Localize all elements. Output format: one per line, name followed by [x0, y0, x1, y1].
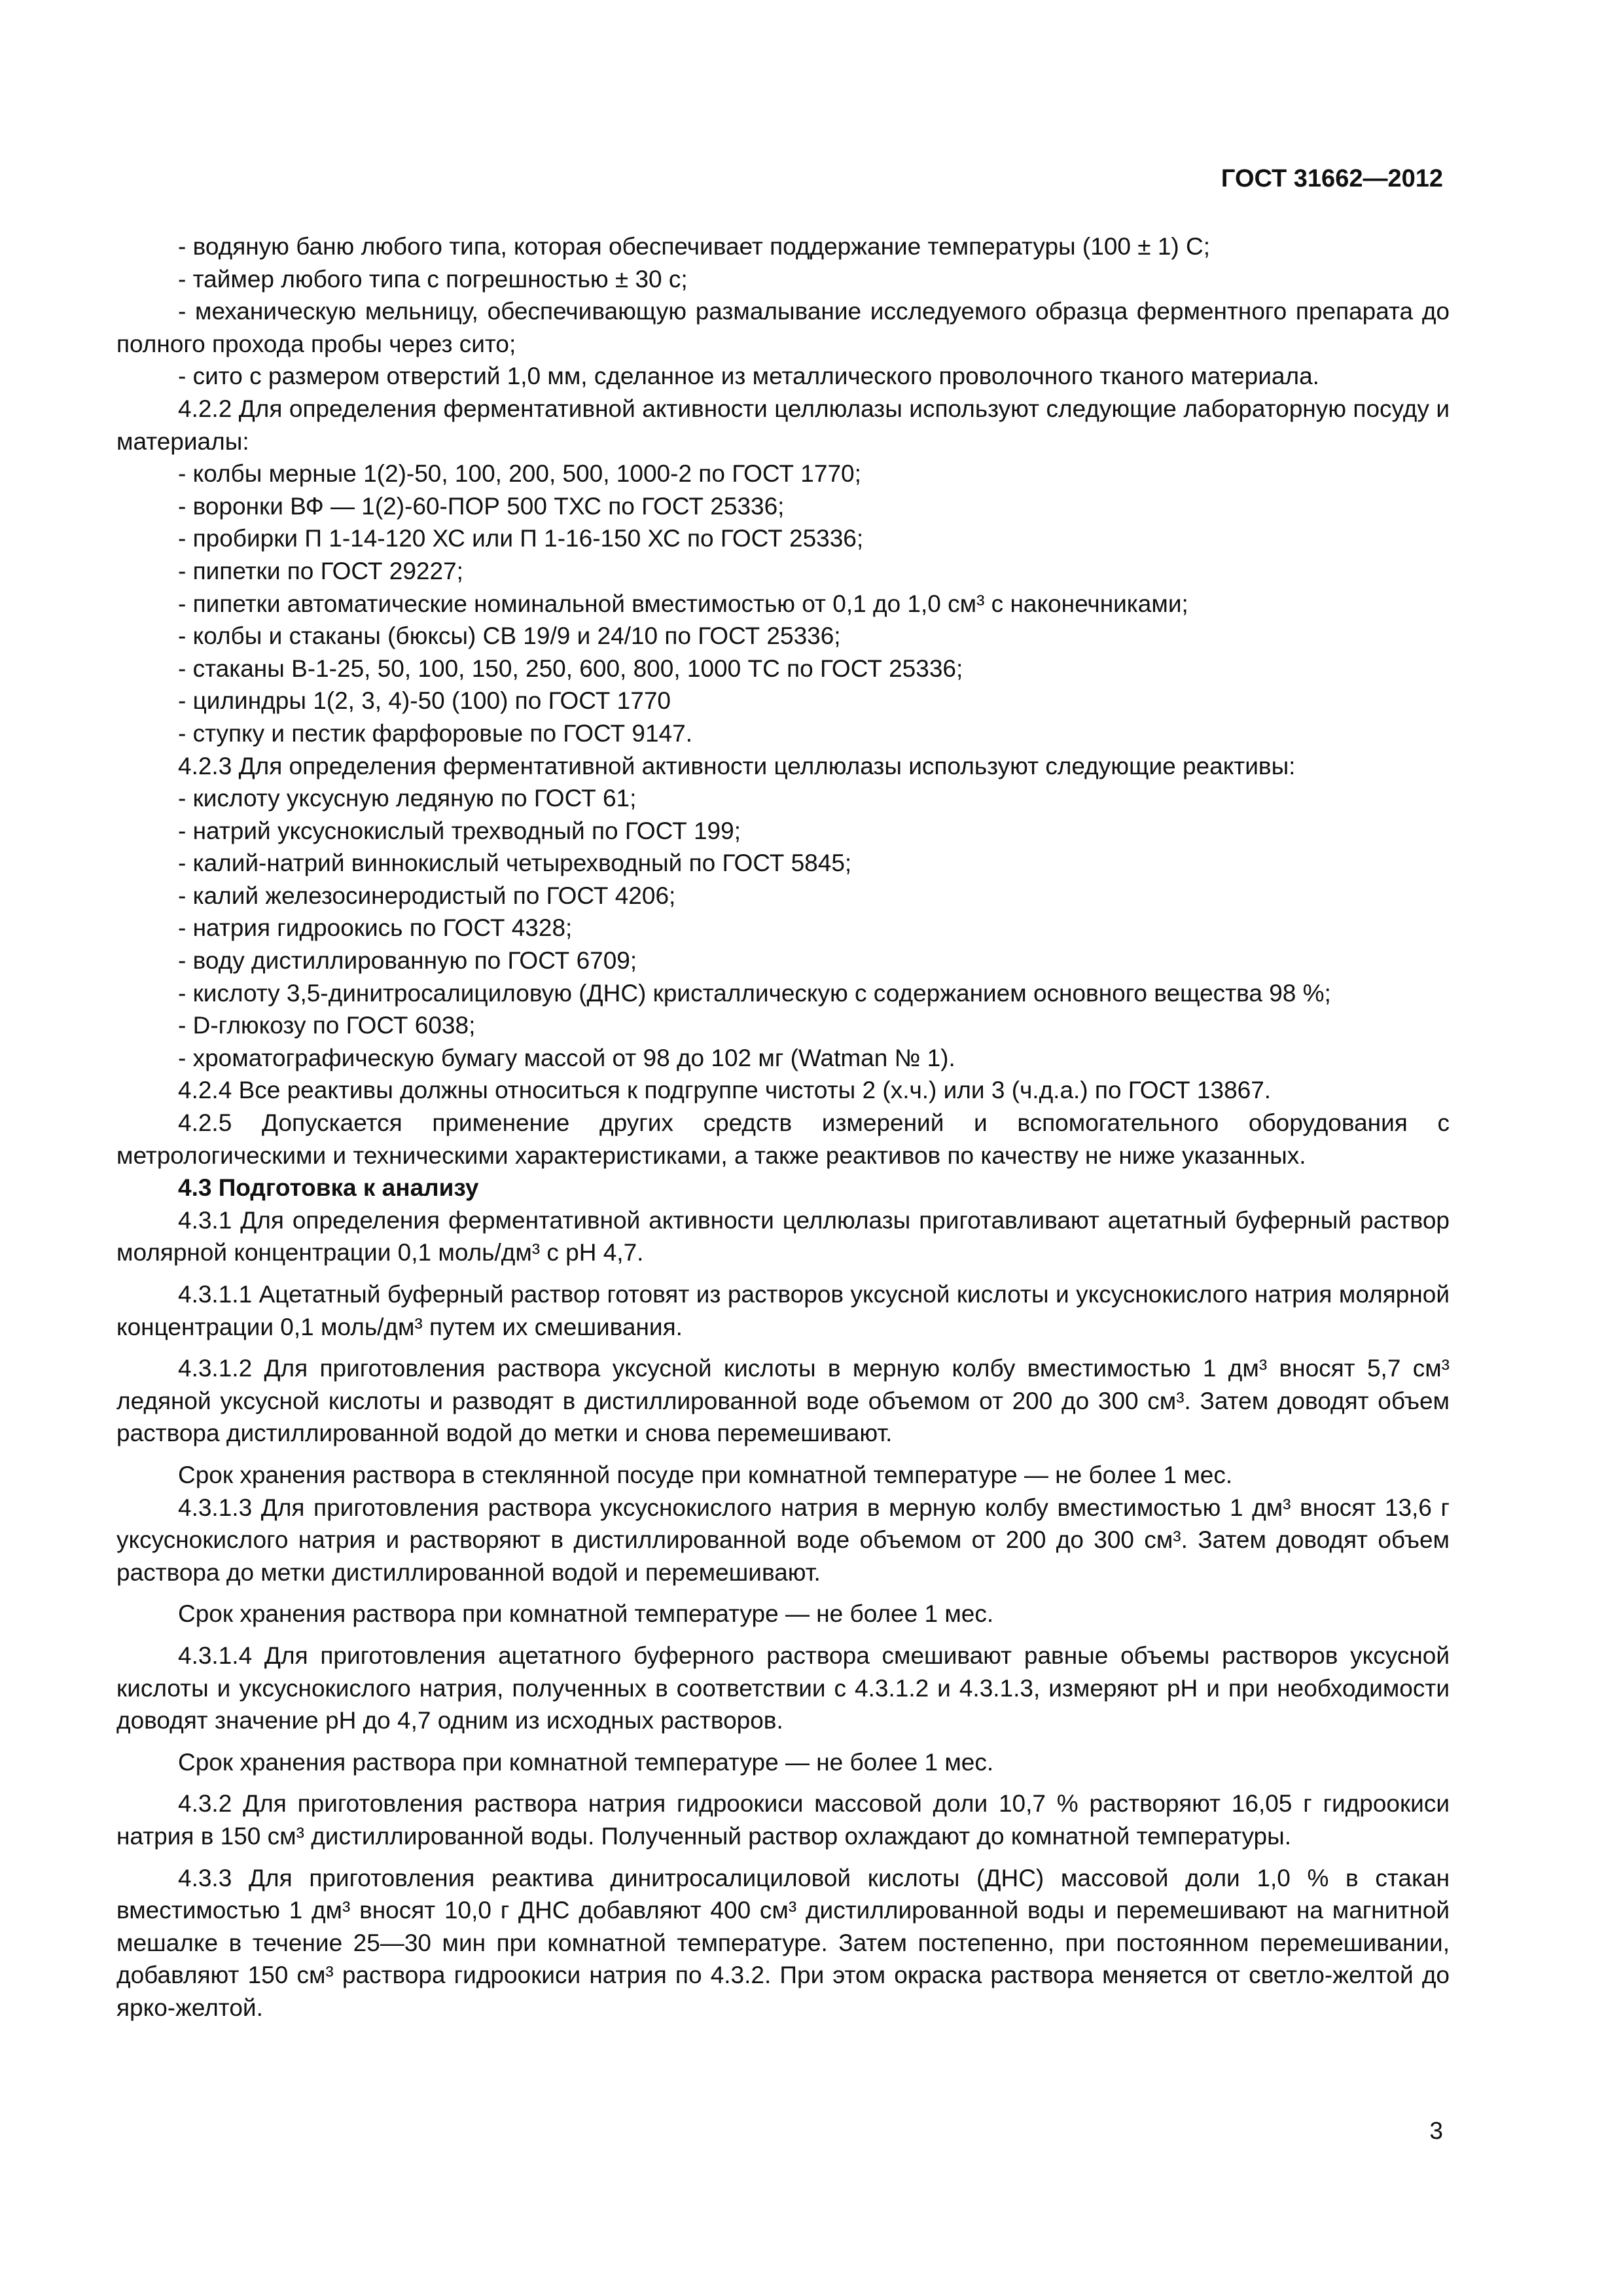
list-item: - водяную баню любого типа, которая обеспечивает поддержание температуры (100 ± 1) С; — [178, 233, 1211, 260]
section-4-2-5: 4.2.5 Допускается применение других средств измерений и вспомогательного оборудования с метрологическими и техническими характеристиками, а также реактивов по качеству не ниже указанных. — [116, 1109, 1450, 1169]
document-body — [116, 230, 1450, 2024]
section-4-3-1-3: 4.3.1.3 Для приготовления раствора уксуснокислого натрия в мерную колбу вместимостью 1 дм³ вносят 13,6 г уксуснокислого натрия и растворяют в дистиллированной воде объемом от 200 до 300 см³. Затем доводят объем раствора до метки дистиллированной водой и перемешивают. — [116, 1494, 1450, 1586]
list-item: - пробирки П 1-14-120 ХС или П 1-16-150 ХС по ГОСТ 25336; — [178, 525, 864, 552]
section-4-3-1: 4.3.1 Для определения ферментативной активности целлюлазы приготавливают ацетатный буферный раствор молярной концентрации 0,1 моль/дм³ с рН 4,7. — [116, 1206, 1450, 1266]
section-4-2-2: 4.2.2 Для определения ферментативной активности целлюлазы используют следующие лабораторную посуду и материалы: — [116, 395, 1450, 455]
list-item: - воронки ВФ — 1(2)-60-ПОР 500 ТХС по ГОСТ 25336; — [178, 492, 785, 520]
section-4-2-4: 4.2.4 Все реактивы должны относиться к подгруппе чистоты 2 (х.ч.) или 3 (ч.д.а.) по ГОСТ 13867. — [178, 1077, 1272, 1104]
list-item: - ступку и пестик фарфоровые по ГОСТ 9147. — [178, 719, 692, 747]
page-number: 3 — [1429, 2117, 1443, 2144]
storage-note: Срок хранения раствора при комнатной температуре — не более 1 мес. — [178, 1600, 994, 1628]
list-item: - стаканы В-1-25, 50, 100, 150, 250, 600, 800, 1000 ТС по ГОСТ 25336; — [178, 655, 963, 682]
section-4-3-2: 4.3.2 Для приготовления раствора натрия гидроокиси массовой доли 10,7 % растворяют 16,05 г гидроокиси натрия в 150 см³ дистиллированной воды. Полученный раствор охлаждают до комнатной температуры. — [116, 1790, 1450, 1850]
list-item: - натрия гидроокись по ГОСТ 4328; — [178, 914, 573, 942]
list-item: - колбы мерные 1(2)-50, 100, 200, 500, 1000-2 по ГОСТ 1770; — [178, 460, 861, 488]
section-heading-4-3: 4.3 Подготовка к анализу — [178, 1174, 479, 1202]
section-4-2-3: 4.2.3 Для определения ферментативной активности целлюлазы используют следующие реактивы: — [178, 752, 1296, 780]
list-item: - пипетки по ГОСТ 29227; — [178, 557, 463, 584]
list-item: - механическую мельницу, обеспечивающую размалывание исследуемого образца ферментного препарата до полного прохода пробы через сито; — [116, 298, 1450, 357]
section-4-3-1-4: 4.3.1.4 Для приготовления ацетатного буферного раствора смешивают равные объемы растворов уксусной кислоты и уксуснокислого натрия, полученных в соответствии с 4.3.1.2 и 4.3.1.3, измеряют рН и при необходимости доводят значение рН до 4,7 одним из исходных растворов. — [116, 1641, 1450, 1734]
list-item: - D-глюкозу по ГОСТ 6038; — [178, 1012, 476, 1039]
list-item: - сито с размером отверстий 1,0 мм, сделанное из металлического проволочного тканого материала. — [178, 363, 1319, 390]
list-item: - натрий уксуснокислый трехводный по ГОСТ 199; — [178, 817, 741, 844]
list-item: - кислоту 3,5-динитросалициловую (ДНС) кристаллическую с содержанием основного вещества 98 %; — [178, 979, 1331, 1007]
storage-note: Срок хранения раствора в стеклянной посуде при комнатной температуре — не более 1 мес. — [178, 1461, 1233, 1488]
document-header: ГОСТ 31662—2012 — [1221, 165, 1443, 192]
section-4-3-1-1: 4.3.1.1 Ацетатный буферный раствор готовят из растворов уксусной кислоты и уксуснокислого натрия молярной концентрации 0,1 моль/дм³ путем их смешивания. — [116, 1281, 1450, 1340]
list-item: - воду дистиллированную по ГОСТ 6709; — [178, 947, 637, 975]
list-item: - пипетки автоматические номинальной вместимостью от 0,1 до 1,0 см³ с наконечниками; — [178, 590, 1188, 617]
list-item: - таймер любого типа с погрешностью ± 30 с; — [178, 265, 688, 293]
list-item: - колбы и стаканы (бюксы) СВ 19/9 и 24/10 по ГОСТ 25336; — [178, 622, 841, 650]
list-item: - калий железосинеродистый по ГОСТ 4206; — [178, 882, 676, 909]
list-item: - кислоту уксусную ледяную по ГОСТ 61; — [178, 785, 637, 812]
list-item: - хроматографическую бумагу массой от 98 до 102 мг (Watman № 1). — [178, 1044, 955, 1071]
section-4-3-3: 4.3.3 Для приготовления реактива динитросалициловой кислоты (ДНС) массовой доли 1,0 % в стакан вместимостью 1 дм³ вносят 10,0 г ДНС добавляют 400 см³ дистиллированной воды и перемешивают на магнитной мешалке в течение 25—30 мин при комнатной температуре. Затем постепенно, при постоянном перемешивании, добавляют 150 см³ раствора гидроокиси натрия по 4.3.2. При этом окраска раствора меняется от светло-желтой до ярко-желтой. — [116, 1864, 1450, 2021]
list-item: - цилиндры 1(2, 3, 4)-50 (100) по ГОСТ 1770 — [178, 687, 671, 715]
section-4-3-1-2: 4.3.1.2 Для приготовления раствора уксусной кислоты в мерную колбу вместимостью 1 дм³ вносят 5,7 см³ ледяной уксусной кислоты и разводят в дистиллированной воде объемом от 200 до 300 см³. Затем доводят объем раствора дистиллированной водой до метки и снова перемешивают. — [116, 1355, 1450, 1447]
storage-note: Срок хранения раствора при комнатной температуре — не более 1 мес. — [178, 1748, 994, 1776]
list-item: - калий-натрий виннокислый четырехводный по ГОСТ 5845; — [178, 850, 852, 877]
